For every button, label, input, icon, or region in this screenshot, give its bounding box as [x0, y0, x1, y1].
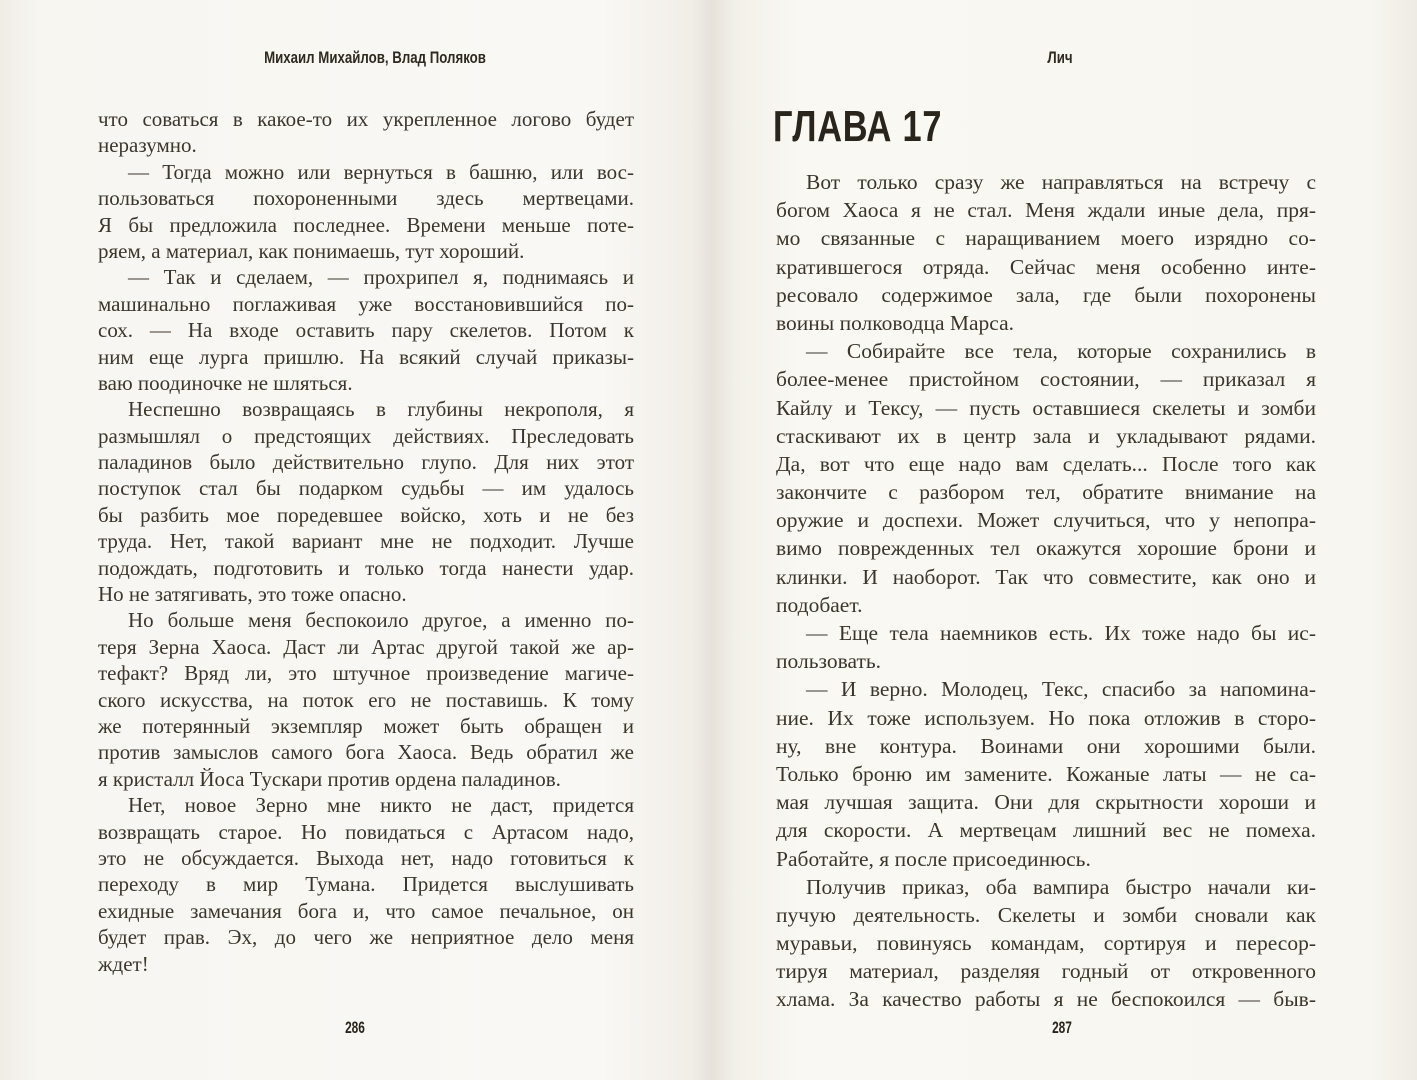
- paragraph: [98, 792, 634, 977]
- paragraph: [98, 264, 634, 396]
- text-line: Но больше меня беспокоило другое, а именно по-: [128, 608, 634, 633]
- text-line: пучую деятельность. Скелеты и зомби сновали как: [776, 902, 1316, 927]
- paragraph: [776, 168, 1316, 337]
- text-line: — Собирайте все тела, которые сохранились в: [806, 339, 1316, 364]
- text-line: клинки. И наоборот. Так что совместите, как оно и: [776, 564, 1316, 589]
- text-line: Но не затягивать, это тоже опасно.: [98, 582, 407, 607]
- text-line: Я бы предложила последнее. Времени меньше поте-: [98, 212, 634, 237]
- running-head-title: Лич: [1047, 48, 1073, 67]
- page-number-right: 287: [1052, 1018, 1072, 1037]
- paragraph: [98, 159, 634, 265]
- text-line: труда. Нет, такой вариант мне не подходит. Лучше: [98, 529, 634, 554]
- text-line: вимо поврежденных тел окажутся хорошие брони и: [776, 536, 1316, 561]
- text-line: переходу в мир Тумана. Придется выслушивать: [98, 872, 634, 897]
- paragraph: [98, 607, 634, 792]
- text-line: неразумно.: [98, 133, 197, 158]
- text-line: стаскивают их в центр зала и укладывают рядами.: [776, 423, 1316, 448]
- text-line: сох. — На входе оставить пару скелетов. Потом к: [98, 318, 634, 343]
- text-line: — Еще тела наемников есть. Их тоже надо бы ис-: [806, 621, 1316, 645]
- text-line: — Так и сделаем, — прохрипел я, поднимаясь и: [128, 265, 634, 290]
- page-number-left: 286: [345, 1018, 365, 1037]
- text-line: что соваться в какое-то их укрепленное логово будет: [98, 107, 634, 131]
- text-line: теря Зерна Хаоса. Даст ли Артас другой такой же ар-: [98, 634, 634, 659]
- text-line: ваю поодиночке не шляться.: [98, 370, 353, 395]
- text-line: против замыслов самого бога Хаоса. Ведь обратил же: [98, 740, 634, 765]
- paragraph: [776, 675, 1316, 872]
- text-line: ним еще лурга пришлю. На всякий случай приказы-: [98, 344, 634, 369]
- text-line: для скорости. А мертвецам лишний вес не помеха.: [776, 818, 1316, 843]
- text-line: богом Хаоса я не стал. Меня ждали иные дела, пря-: [776, 198, 1316, 223]
- text-line: паладинов было действительно глупо. Для них этот: [98, 450, 634, 475]
- text-line: оружие и доспехи. Может случиться, что у непопра-: [776, 508, 1316, 533]
- text-line: муравьи, повинуясь командам, сортируя и пересор-: [776, 931, 1316, 956]
- text-line: закончите с разбором тел, обратите внимание на: [776, 480, 1316, 505]
- text-line: размышлял о предстоящих действиях. Преследовать: [98, 423, 634, 448]
- text-line: тефакт? Вряд ли, это штучное произведение магиче-: [98, 661, 634, 686]
- text-line: подождать, подготовить и только тогда нанести удар.: [98, 555, 634, 580]
- text-line: возвращать старое. Но повидаться с Артасом надо,: [98, 819, 634, 844]
- paragraph: [776, 873, 1316, 1014]
- text-line: ждет!: [98, 951, 149, 976]
- text-line: пользоваться похороненными здесь мертвецами.: [98, 186, 634, 211]
- text-line: поступок стал бы подарком судьбы — им удалось: [98, 476, 634, 501]
- text-line: — Тогда можно или вернуться в башню, или вос-: [128, 159, 634, 184]
- text-line: же потерянный экземпляр может быть обращен и: [98, 713, 634, 738]
- text-line: Получив приказ, оба вампира быстро начали ки-: [806, 874, 1316, 899]
- text-line: ресовало содержимое зала, где были похоронены: [776, 282, 1316, 307]
- text-line: ние. Их тоже используем. Но пока отложив в сторо-: [776, 705, 1316, 730]
- text-line: бы разбить мое поредевшее войско, хоть и не без: [98, 502, 634, 527]
- text-line: это не обсуждается. Выхода нет, надо готовиться к: [98, 845, 634, 870]
- text-line: ну, вне контура. Воинами они хорошими были.: [776, 733, 1316, 758]
- text-line: Нет, новое Зерно мне никто не даст, придется: [128, 793, 634, 818]
- text-line: ехидные замечания бога и, что самое печальное, он: [98, 898, 634, 923]
- text-line: хлама. За качество работы я не беспокоился — быв-: [776, 987, 1316, 1012]
- chapter-title: ГЛАВА 17: [773, 102, 943, 151]
- text-line: будет прав. Эх, до чего же неприятное дело меня: [98, 925, 634, 950]
- text-line: Вот только сразу же направляться на встречу с: [806, 170, 1316, 194]
- text-line: — И верно. Молодец, Текс, спасибо за напомина-: [806, 677, 1316, 702]
- paragraph: [776, 337, 1316, 619]
- text-line: мо связанные с наращиванием моего изрядно со-: [776, 226, 1316, 251]
- paragraph: [98, 396, 634, 607]
- text-line: машинально поглаживая уже восстановившийся по-: [98, 291, 634, 316]
- text-line: Да, вот что еще надо вам сделать... После того как: [776, 451, 1316, 476]
- text-line: я кристалл Йоса Тускари против ордена паладинов.: [98, 766, 561, 791]
- paragraph: [98, 106, 634, 159]
- text-line: тируя материал, разделяя годный от откровенного: [776, 959, 1316, 984]
- text-line: пользовать.: [776, 649, 882, 674]
- text-line: Кайлу и Тексу, — пусть оставшиеся скелеты и зомби: [776, 395, 1316, 420]
- text-line: Работайте, я после присоединюсь.: [776, 846, 1091, 871]
- text-line: ряем, а материал, как понимаешь, тут хороший.: [98, 238, 525, 263]
- text-line: более-менее пристойном состоянии, — приказал я: [776, 367, 1316, 392]
- paragraph: [776, 619, 1316, 675]
- text-line: Только броню им замените. Кожаные латы — не са-: [776, 761, 1316, 786]
- text-line: воины полководца Марса.: [776, 310, 1015, 335]
- running-head-author: Михаил Михайлов, Влад Поляков: [264, 48, 486, 67]
- text-line: кратившегося отряда. Сейчас меня особенно инте-: [776, 254, 1316, 279]
- left-page-text: [98, 106, 634, 977]
- text-line: ского искусства, на поток его не поставишь. К тому: [98, 687, 634, 712]
- text-line: подобает.: [776, 592, 863, 617]
- text-line: мая лучшая защита. Они для скрытности хороши и: [776, 790, 1316, 815]
- text-line: Неспешно возвращаясь в глубины некрополя, я: [128, 397, 634, 422]
- right-page-text: [776, 168, 1316, 1014]
